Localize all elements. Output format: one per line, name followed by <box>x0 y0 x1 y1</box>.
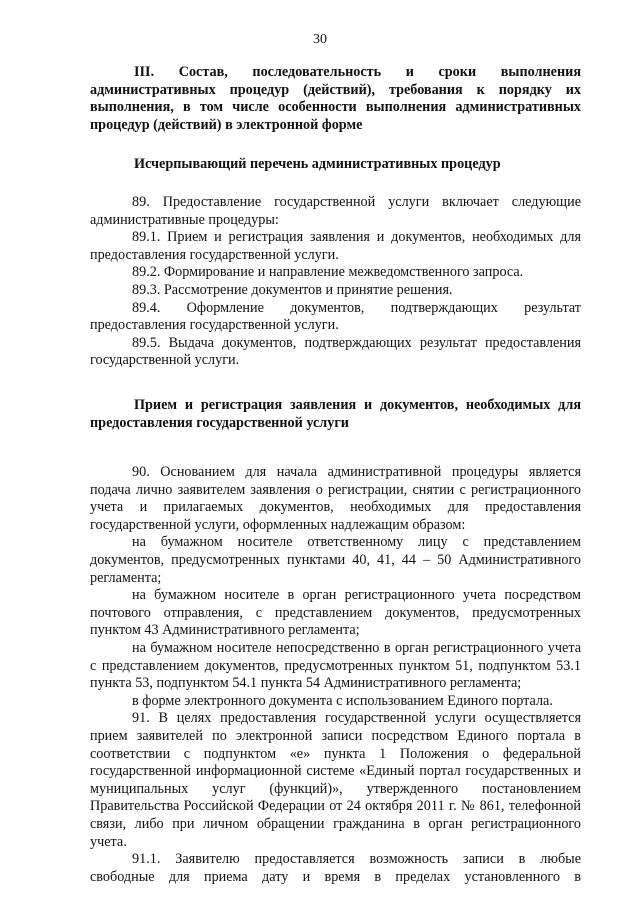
paragraph-90-paper-responsible: на бумажном носителе ответственному лицу с представлением документов, предусмотренных пунктами 40, 41, 44 – 50 Административного регламента; <box>90 534 581 586</box>
reception-heading: Прием и регистрация заявления и документов, необходимых для предоставления государственной услуги <box>90 396 581 431</box>
paragraph-89-2: 89.2. Формирование и направление межведомственного запроса. <box>132 264 524 281</box>
paragraph-89-5: 89.5. Выдача документов, подтверждающих результат предоставления государственной услуги. <box>90 334 581 369</box>
procedures-list-heading: Исчерпывающий перечень административных процедур <box>134 156 501 173</box>
paragraph-90-paper-direct: на бумажном носителе непосредственно в орган регистрационного учета с представлением документов, предусмотренных пунктом 51, подпунктом 53.1 пункта 53, подпунктом 54.1 пункта 54 Административного регламента; <box>90 640 581 692</box>
paragraph-90-electronic: в форме электронного документа с использованием Единого портала. <box>132 692 553 709</box>
paragraph-89: 89. Предоставление государственной услуги включает следующие административные процедуры: <box>90 193 581 228</box>
paragraph-91: 91. В целях предоставления государственной услуги осуществляется прием заявителей по электронной записи посредством Единого портала в соответствии с подпунктом «е» пункта 1 Положения о федеральной государственной информационной системе «Единый портал государственных и муниципальных услуг (функций)», утвержденного постановлением Правительства Российской Федерации от 24 октября 2011 г. № 861, телефонной связи, либо при личном обращении гражданина в орган регистрационного учета. <box>90 710 581 850</box>
paragraph-90-paper-mail: на бумажном носителе в орган регистрационного учета посредством почтового отправления, с представлением документов, предусмотренных пунктом 43 Административного регламента; <box>90 587 581 639</box>
paragraph-89-1: 89.1. Прием и регистрация заявления и документов, необходимых для предоставления государственной услуги. <box>90 229 581 263</box>
paragraph-90: 90. Основанием для начала административной процедуры является подача лично заявителем заявления о регистрации, снятии с регистрационного учета и прилагаемых документов, необходимых для предоставления государственной услуги, оформленных надлежащим образом: <box>90 464 581 533</box>
paragraph-89-4: 89.4. Оформление документов, подтверждающих результат предоставления государственной услуги. <box>90 299 581 334</box>
paragraph-89-3: 89.3. Рассмотрение документов и принятие решения. <box>132 281 453 298</box>
section-heading: III. Состав, последовательность и сроки выполнения административных процедур (действий), требования к порядку их выполнения, в том числе особенности выполнения административных процедур (действий) в электронной форме <box>90 64 581 133</box>
paragraph-91-1: 91.1. Заявителю предоставляется возможность записи в любые свободные для приема дату и время в пределах установленного в <box>90 851 581 885</box>
page-number: 30 <box>313 32 327 47</box>
document-body <box>90 64 581 886</box>
